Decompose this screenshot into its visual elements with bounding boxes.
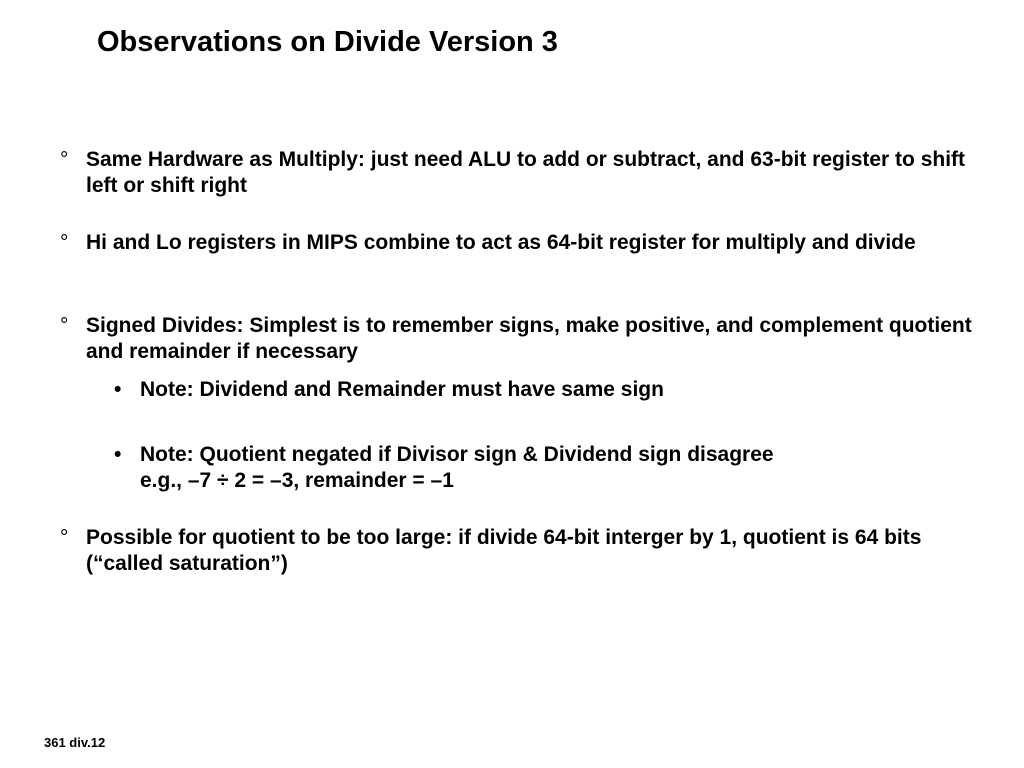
bullet-text: Signed Divides: Simplest is to remember signs, make positive, and complement quotient and remainder if necessary [86,314,972,363]
bullet-item-hi-lo-registers [60,230,980,256]
slide-footer: 361 div.12 [44,735,106,750]
slide-title: Observations on Divide Version 3 [97,26,558,58]
degree-bullet-icon: ° [60,231,69,254]
bullet-text: Same Hardware as Multiply: just need ALU to add or subtract, and 63-bit register to shift left or shift right [86,148,966,197]
sub-bullet-text: Note: Dividend and Remainder must have same sign [140,378,664,401]
bullet-text: Hi and Lo registers in MIPS combine to act as 64-bit register for multiply and divide [86,231,916,254]
sub-bullet-line-2: e.g., –7 ÷ 2 = –3, remainder = –1 [140,469,454,492]
degree-bullet-icon: ° [60,526,69,549]
sub-bullet-item-same-sign [114,377,974,403]
sub-bullet-text [140,442,974,494]
degree-bullet-icon: ° [60,314,69,337]
dot-bullet-icon: • [114,378,122,401]
degree-bullet-icon: ° [60,148,69,171]
bullet-item-hardware [60,147,980,199]
bullet-text: Possible for quotient to be too large: if divide 64-bit interger by 1, quotient is 64 bits (“called saturation”) [86,526,922,575]
sub-bullet-line-1: Note: Quotient negated if Divisor sign & Dividend sign disagree [140,443,774,466]
dot-bullet-icon: • [114,443,122,466]
bullet-item-quotient-too-large [60,525,980,577]
bullet-item-signed-divides [60,313,980,365]
sub-bullet-item-quotient-negated [114,442,974,494]
